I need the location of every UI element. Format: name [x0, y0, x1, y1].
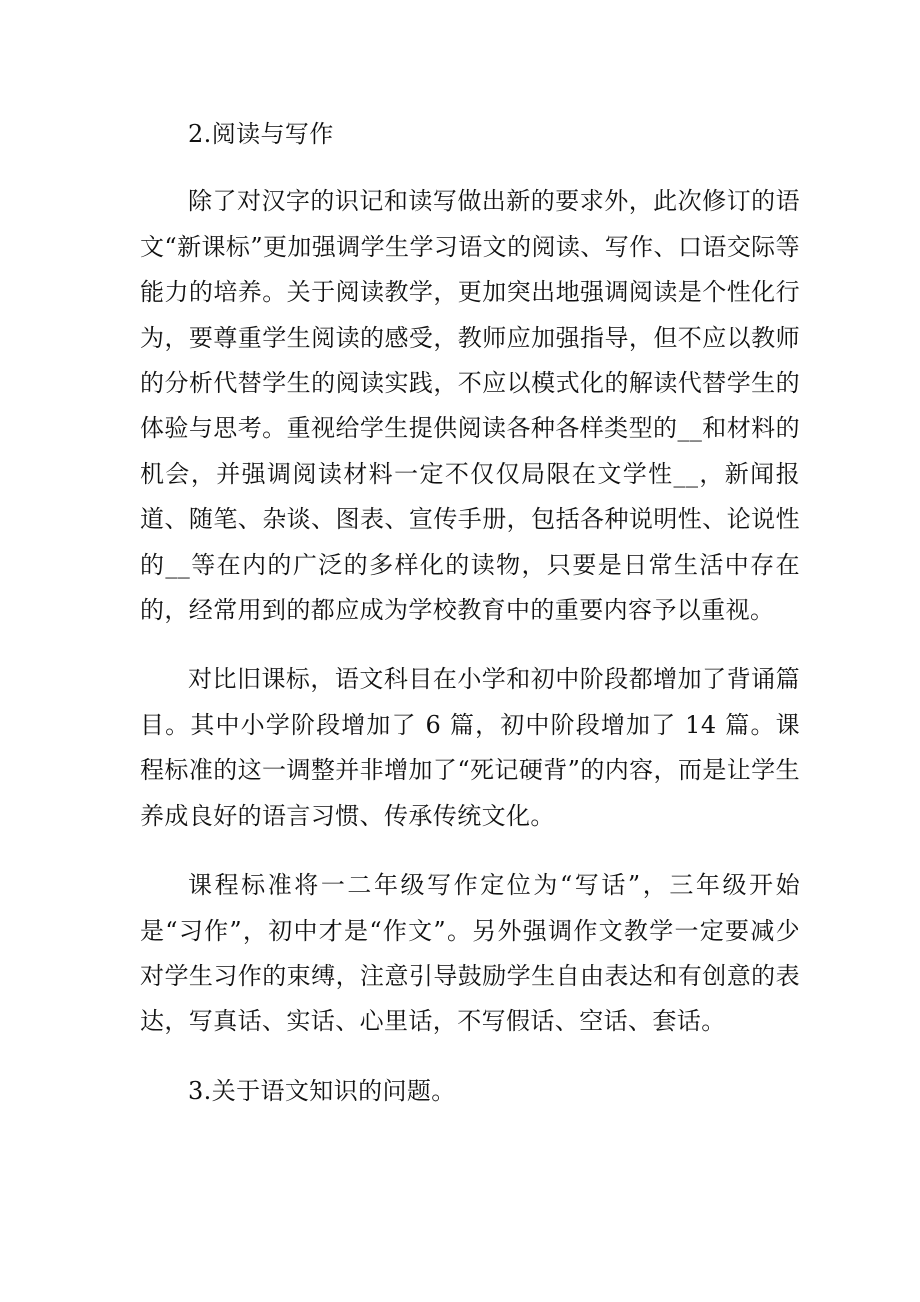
paragraph-reading-teaching: 除了对汉字的识记和读写做出新的要求外，此次修订的语文“新课标”更加强调学生学习语文的阅读、写作、口语交际等能力的培养。关于阅读教学，更加突出地强调阅读是个性化行为，要尊重学生阅读的感受，教师应加强指导，但不应以教师的分析代替学生的阅读实践，不应以模式化的解读代替学生的体验与思考。重视给学生提供阅读各种各样类型的__和材料的机会，并强调阅读材料一定不仅仅局限在文学性__，新闻报道、随笔、杂谈、图表、宣传手册，包括各种说明性、论说性的__等在内的广泛的多样化的读物，只要是日常生活中存在的，经常用到的都应成为学校教育中的重要内容予以重视。	[140, 187, 800, 625]
paragraph-writing-stages: 课程标准将一二年级写作定位为“写话”，三年级开始是“习作”，初中才是“作文”。另外强调作文教学一定要减少对学生习作的束缚，注意引导鼓励学生自由表达和有创意的表达，写真话、实话、心里话，不写假话、空话、套话。	[140, 871, 800, 1036]
paragraph-recitation-pieces: 对比旧课标，语文科目在小学和初中阶段都增加了背诵篇目。其中小学阶段增加了 6 篇，初中阶段增加了 14 篇。课程标准的这一调整并非增加了“死记硬背”的内容，而是让学生养成良好的语言习惯、传承传统文化。	[140, 665, 800, 830]
section-heading-language-knowledge: 3.关于语文知识的问题。	[188, 1076, 456, 1105]
section-heading-reading-writing: 2.阅读与写作	[188, 120, 334, 148]
document-body	[140, 112, 800, 1136]
